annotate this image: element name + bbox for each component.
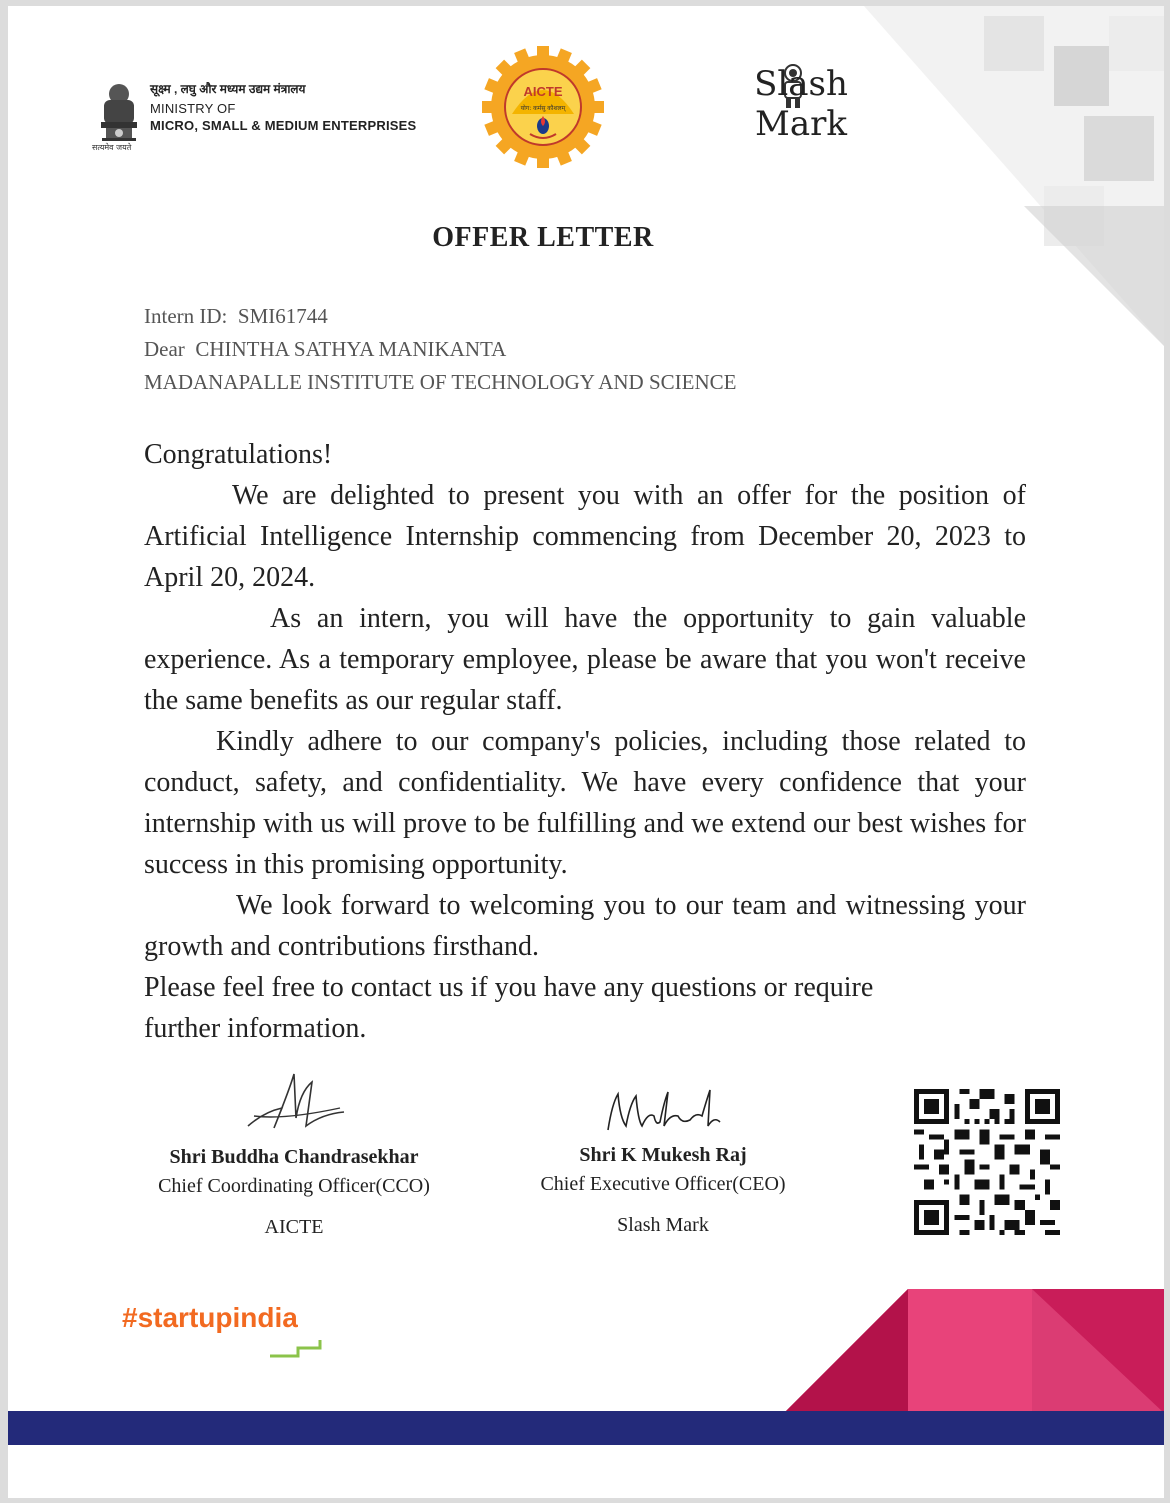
qr-code: [914, 1089, 1060, 1235]
paragraph-3: Kindly adhere to our company's policies, including those related to conduct, safety, and confidentiality. We have every confidence that your internship with us will prove to be fulfilling and we extend our best wishes for success in this promising opportunity.: [144, 726, 1026, 880]
footer-bar: [8, 1411, 1164, 1445]
recipient-info: [144, 300, 736, 399]
paragraph-5: Please feel free to contact us if you have any questions or require further information.: [144, 972, 874, 1044]
aicte-logo: [482, 46, 604, 168]
corner-decoration: [864, 6, 1164, 346]
paragraph-2: As an intern, you will have the opportunity to gain valuable experience. As a temporary employee, please be aware that you won't receive the same benefits as our regular staff.: [144, 603, 1026, 716]
ministry-hindi: सूक्ष्म , लघु और मध्यम उद्यम मंत्रालय: [150, 82, 306, 96]
signature-ceo: [598, 1082, 728, 1140]
brand-name: Slash Mark: [754, 64, 848, 144]
greeting: Congratulations!: [144, 439, 333, 470]
aicte-logo-text: AICTE: [523, 84, 563, 99]
slash-mark-logo: [706, 64, 896, 144]
paragraph-1: We are delighted to present you with an offer for the position of Artificial Intelligence Internship commencing from December 20, 2023 to April 20, 2024.: [144, 480, 1026, 593]
startupindia-text: #startupindia: [122, 1302, 298, 1333]
signature-cco: [234, 1068, 354, 1142]
recipient-name: CHINTHA SATHYA MANIKANTA: [195, 337, 507, 361]
institution: MADANAPALLE INSTITUTE OF TECHNOLOGY AND SCIENCE: [144, 370, 737, 394]
startupindia-logo: [122, 1302, 298, 1334]
ministry-line1: MINISTRY OF: [150, 101, 236, 116]
emblem-caption: सत्यमेव जयते: [92, 143, 132, 152]
signatory-ceo: [508, 1082, 818, 1237]
signatory-ceo-name: Shri K Mukesh Raj: [579, 1144, 747, 1166]
signatory-ceo-role: Chief Executive Officer(CEO): [540, 1173, 786, 1195]
startupindia-swoosh-icon: [270, 1338, 330, 1358]
signatory-cco-org: AICTE: [264, 1216, 324, 1238]
signatory-cco-name: Shri Buddha Chandrasekhar: [169, 1146, 419, 1168]
aicte-motto: योग: कर्मसु कौशलम्: [520, 105, 566, 112]
letter-body: [144, 434, 1026, 1049]
page-title: OFFER LETTER: [432, 222, 654, 253]
intern-id-line: [144, 300, 736, 333]
ministry-line2: MICRO, SMALL & MEDIUM ENTERPRISES: [150, 118, 417, 133]
pink-corner-decoration: [784, 1289, 1164, 1413]
signatory-ceo-org: Slash Mark: [617, 1214, 709, 1236]
signatory-cco-role: Chief Coordinating Officer(CCO): [158, 1175, 430, 1197]
ministry-block: [150, 80, 416, 133]
dear-label: Dear: [144, 337, 185, 361]
intern-id-value: SMI61744: [237, 304, 328, 328]
paragraph-4: We look forward to welcoming you to our team and witnessing your growth and contributions firsthand.: [144, 890, 1026, 962]
offer-letter-page: [8, 6, 1164, 1498]
signatory-cco: [134, 1068, 454, 1239]
intern-id-label: Intern ID:: [144, 304, 228, 328]
dear-line: [144, 333, 736, 366]
